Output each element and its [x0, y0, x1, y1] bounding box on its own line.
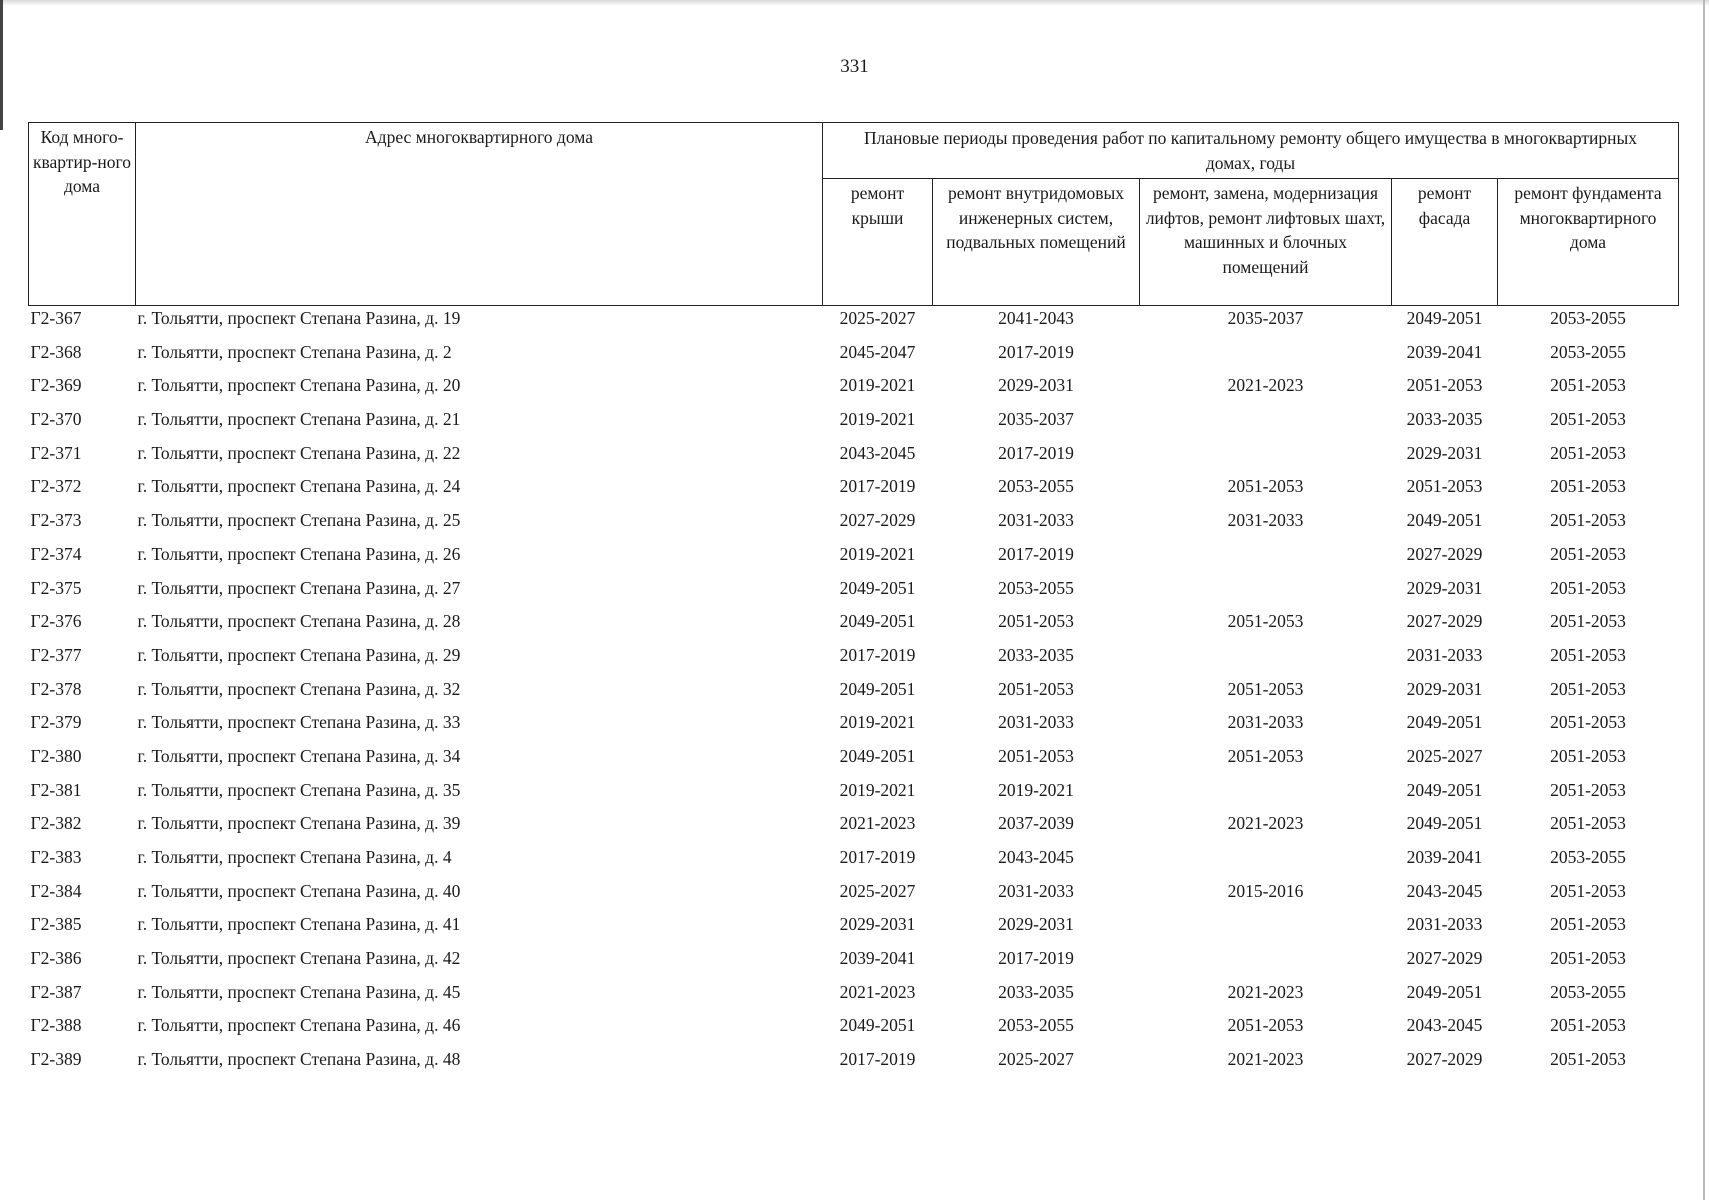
cell-foundation: 2053-2055 — [1550, 981, 1626, 1002]
cell-lifts — [1140, 845, 1392, 879]
cell-lifts: 2021-2023 — [1227, 813, 1304, 834]
cell-address: г. Тольятти, проспект Степана Разина, д. 34 — [137, 745, 461, 766]
cell-code: Г2-384 — [30, 880, 82, 901]
cell-code: Г2-387 — [30, 981, 82, 1002]
header-systems: ремонт внутридомовых инженерных систем, подвальных помещений — [933, 179, 1140, 306]
cell-systems: 2031-2033 — [998, 510, 1074, 531]
cell-address: г. Тольятти, проспект Степана Разина, д. 29 — [137, 644, 461, 665]
cell-address: г. Тольятти, проспект Степана Разина, д. 24 — [137, 476, 461, 497]
cell-systems: 2019-2021 — [998, 779, 1074, 800]
cell-facade: 2029-2031 — [1406, 678, 1483, 699]
cell-code: Г2-380 — [30, 745, 82, 766]
cell-roof: 2019-2021 — [839, 409, 916, 430]
cell-address: г. Тольятти, проспект Степана Разина, д. 28 — [137, 611, 461, 632]
cell-foundation: 2051-2053 — [1550, 611, 1626, 632]
cell-lifts: 2021-2023 — [1227, 981, 1304, 1002]
cell-roof: 2017-2019 — [839, 1049, 916, 1070]
table-row — [29, 643, 1679, 677]
cell-roof: 2043-2045 — [839, 442, 916, 463]
cell-facade: 2051-2053 — [1406, 476, 1483, 497]
cell-address: г. Тольятти, проспект Степана Разина, д. 41 — [137, 914, 461, 935]
cell-foundation: 2051-2053 — [1550, 712, 1626, 733]
cell-facade: 2027-2029 — [1406, 611, 1483, 632]
page-number: 331 — [840, 56, 869, 77]
cell-code: Г2-385 — [30, 914, 82, 935]
table-row — [29, 1047, 1679, 1081]
cell-facade: 2049-2051 — [1406, 510, 1483, 531]
cell-lifts: 2051-2053 — [1227, 678, 1304, 699]
cell-foundation: 2053-2055 — [1550, 847, 1626, 867]
cell-roof: 2045-2047 — [839, 341, 916, 362]
cell-facade: 2043-2045 — [1406, 1015, 1483, 1036]
cell-facade: 2039-2041 — [1406, 341, 1483, 362]
cell-roof: 2049-2051 — [839, 1015, 916, 1036]
cell-systems: 2017-2019 — [998, 341, 1074, 362]
cell-lifts: 2015-2016 — [1227, 880, 1304, 901]
cell-code: Г2-382 — [30, 813, 82, 834]
header-lifts: ремонт, замена, модернизация лифтов, ремонт лифтовых шахт, машинных и блочных помещений — [1140, 179, 1392, 306]
cell-lifts: 2051-2053 — [1227, 1015, 1304, 1036]
cell-roof: 2039-2041 — [839, 948, 916, 969]
cell-code: Г2-379 — [30, 712, 82, 733]
cell-systems: 2033-2035 — [998, 644, 1074, 665]
table-row — [29, 542, 1679, 576]
cell-foundation: 2051-2053 — [1550, 644, 1626, 665]
cell-foundation: 2051-2053 — [1550, 409, 1626, 430]
cell-roof: 2049-2051 — [839, 611, 916, 632]
cell-lifts: 2021-2023 — [1227, 1049, 1304, 1070]
scan-top-edge — [0, 0, 1709, 6]
cell-foundation: 2051-2053 — [1550, 577, 1626, 598]
header-row-1 — [29, 123, 1679, 179]
cell-roof: 2049-2051 — [839, 678, 916, 699]
cell-facade: 2029-2031 — [1406, 442, 1483, 463]
cell-foundation: 2051-2053 — [1550, 813, 1626, 834]
cell-facade: 2025-2027 — [1406, 745, 1483, 766]
cell-lifts — [1140, 778, 1392, 812]
cell-facade: 2049-2051 — [1406, 813, 1483, 834]
cell-systems: 2033-2035 — [998, 981, 1074, 1002]
cell-address: г. Тольятти, проспект Степана Разина, д. 20 — [137, 375, 461, 396]
cell-code: Г2-381 — [30, 779, 82, 800]
table-row — [29, 811, 1679, 845]
cell-systems: 2053-2055 — [998, 476, 1074, 497]
table-row — [29, 879, 1679, 913]
cell-facade: 2051-2053 — [1406, 375, 1483, 396]
cell-foundation: 2051-2053 — [1550, 948, 1626, 969]
table-row — [29, 845, 1679, 879]
cell-code: Г2-377 — [30, 644, 82, 665]
cell-foundation: 2051-2053 — [1550, 1015, 1626, 1036]
cell-address: г. Тольятти, проспект Степана Разина, д. 25 — [137, 510, 461, 531]
cell-foundation: 2051-2053 — [1550, 745, 1626, 766]
cell-roof: 2049-2051 — [839, 745, 916, 766]
cell-roof: 2017-2019 — [839, 644, 916, 665]
cell-systems: 2031-2033 — [998, 712, 1074, 733]
cell-address: г. Тольятти, проспект Степана Разина, д. 32 — [137, 678, 461, 699]
cell-lifts: 2035-2037 — [1227, 308, 1304, 328]
cell-address: г. Тольятти, проспект Степана Разина, д. 26 — [137, 543, 461, 564]
table-row — [29, 441, 1679, 475]
cell-facade: 2039-2041 — [1406, 847, 1483, 867]
header-planned-periods: Плановые периоды проведения работ по капитальному ремонту общего имущества в многоквартирных домах, годы — [823, 123, 1679, 179]
cell-address: г. Тольятти, проспект Степана Разина, д. 48 — [137, 1049, 461, 1070]
cell-address: г. Тольятти, проспект Степана Разина, д. 33 — [137, 712, 461, 733]
cell-code: Г2-389 — [30, 1049, 82, 1070]
header-roof: ремонт крыши — [823, 179, 933, 306]
cell-foundation: 2051-2053 — [1550, 1049, 1626, 1070]
cell-code: Г2-376 — [30, 611, 82, 632]
cell-address: г. Тольятти, проспект Степана Разина, д. 39 — [137, 813, 461, 834]
cell-code: Г2-374 — [30, 543, 82, 564]
table-row — [29, 912, 1679, 946]
scan-right-edge — [1703, 0, 1705, 1200]
header-address: Адрес многоквартирного дома — [136, 123, 823, 306]
cell-foundation: 2051-2053 — [1550, 442, 1626, 463]
cell-roof: 2019-2021 — [839, 543, 916, 564]
cell-address: г. Тольятти, проспект Степана Разина, д. 22 — [137, 442, 461, 463]
cell-lifts — [1140, 441, 1392, 475]
header-facade: ремонт фасада — [1392, 179, 1498, 306]
header-foundation: ремонт фундамента многоквартирного дома — [1498, 179, 1679, 306]
cell-lifts: 2051-2053 — [1227, 611, 1304, 632]
cell-foundation: 2051-2053 — [1550, 510, 1626, 531]
cell-foundation: 2053-2055 — [1550, 308, 1626, 328]
cell-systems: 2051-2053 — [998, 745, 1074, 766]
cell-lifts — [1140, 576, 1392, 610]
cell-lifts: 2051-2053 — [1227, 476, 1304, 497]
cell-code: Г2-378 — [30, 678, 82, 699]
cell-foundation: 2051-2053 — [1550, 375, 1626, 396]
table-row — [29, 609, 1679, 643]
cell-systems: 2051-2053 — [998, 611, 1074, 632]
table-row — [29, 744, 1679, 778]
cell-systems: 2051-2053 — [998, 678, 1074, 699]
cell-code: Г2-388 — [30, 1015, 82, 1036]
cell-foundation: 2051-2053 — [1550, 543, 1626, 564]
cell-systems: 2041-2043 — [998, 308, 1074, 328]
cell-systems: 2029-2031 — [998, 375, 1074, 396]
table-row — [29, 340, 1679, 374]
cell-foundation: 2051-2053 — [1550, 476, 1626, 497]
cell-lifts: 2031-2033 — [1227, 510, 1304, 531]
cell-systems: 2043-2045 — [998, 847, 1074, 867]
table-row — [29, 1013, 1679, 1047]
cell-facade: 2027-2029 — [1406, 948, 1483, 969]
cell-roof: 2017-2019 — [839, 476, 916, 497]
cell-roof: 2029-2031 — [839, 914, 916, 935]
cell-lifts — [1140, 643, 1392, 677]
cell-systems: 2053-2055 — [998, 577, 1074, 598]
cell-address: г. Тольятти, проспект Степана Разина, д. 35 — [137, 779, 461, 800]
cell-address: г. Тольятти, проспект Степана Разина, д. 45 — [137, 981, 461, 1002]
table-row — [29, 778, 1679, 812]
cell-code: Г2-369 — [30, 375, 82, 396]
cell-code: Г2-375 — [30, 577, 82, 598]
cell-facade: 2043-2045 — [1406, 880, 1483, 901]
cell-facade: 2033-2035 — [1406, 409, 1483, 430]
cell-lifts — [1140, 340, 1392, 374]
cell-code: Г2-371 — [30, 442, 82, 463]
cell-code: Г2-370 — [30, 409, 82, 430]
table-row — [29, 407, 1679, 441]
cell-systems: 2029-2031 — [998, 914, 1074, 935]
cell-foundation: 2051-2053 — [1550, 880, 1626, 901]
cell-roof: 2049-2051 — [839, 577, 916, 598]
cell-roof: 2025-2027 — [839, 308, 916, 328]
table-row — [29, 306, 1679, 340]
cell-lifts — [1140, 912, 1392, 946]
cell-systems: 2035-2037 — [998, 409, 1074, 430]
cell-code: Г2-373 — [30, 510, 82, 531]
cell-roof: 2027-2029 — [839, 510, 916, 531]
cell-code: Г2-372 — [30, 476, 82, 497]
cell-lifts — [1140, 946, 1392, 980]
cell-roof: 2019-2021 — [839, 779, 916, 800]
table-row — [29, 946, 1679, 980]
cell-address: г. Тольятти, проспект Степана Разина, д. 42 — [137, 948, 461, 969]
cell-roof: 2021-2023 — [839, 981, 916, 1002]
cell-roof: 2025-2027 — [839, 880, 916, 901]
cell-facade: 2049-2051 — [1406, 981, 1483, 1002]
cell-address: г. Тольятти, проспект Степана Разина, д. 2 — [137, 341, 452, 362]
table-header — [29, 123, 1679, 306]
cell-lifts: 2021-2023 — [1227, 375, 1304, 396]
cell-systems: 2017-2019 — [998, 543, 1074, 564]
cell-foundation: 2051-2053 — [1550, 779, 1626, 800]
capital-repair-plan-table — [28, 122, 1679, 1081]
cell-roof: 2021-2023 — [839, 813, 916, 834]
cell-roof: 2019-2021 — [839, 375, 916, 396]
table-row — [29, 474, 1679, 508]
cell-foundation: 2053-2055 — [1550, 341, 1626, 362]
cell-systems: 2017-2019 — [998, 442, 1074, 463]
table-row — [29, 980, 1679, 1014]
cell-code: Г2-367 — [30, 308, 82, 328]
cell-address: г. Тольятти, проспект Степана Разина, д. 46 — [137, 1015, 461, 1036]
cell-roof: 2017-2019 — [839, 847, 916, 867]
cell-address: г. Тольятти, проспект Степана Разина, д. 4 — [137, 847, 452, 867]
header-code: Код много-квартир-ного дома — [29, 123, 136, 306]
cell-systems: 2025-2027 — [998, 1049, 1074, 1070]
cell-address: г. Тольятти, проспект Степана Разина, д. 19 — [137, 308, 461, 328]
cell-systems: 2017-2019 — [998, 948, 1074, 969]
table-body — [29, 306, 1679, 1081]
cell-lifts — [1140, 407, 1392, 441]
cell-facade: 2049-2051 — [1406, 308, 1483, 328]
cell-facade: 2027-2029 — [1406, 543, 1483, 564]
cell-lifts — [1140, 542, 1392, 576]
cell-facade: 2049-2051 — [1406, 779, 1483, 800]
cell-code: Г2-368 — [30, 341, 82, 362]
cell-facade: 2027-2029 — [1406, 1049, 1483, 1070]
cell-address: г. Тольятти, проспект Степана Разина, д. 21 — [137, 409, 461, 430]
table-row — [29, 373, 1679, 407]
cell-systems: 2053-2055 — [998, 1015, 1074, 1036]
cell-facade: 2031-2033 — [1406, 644, 1483, 665]
cell-lifts: 2051-2053 — [1227, 745, 1304, 766]
table-row — [29, 677, 1679, 711]
table-row — [29, 576, 1679, 610]
cell-systems: 2037-2039 — [998, 813, 1074, 834]
table-row — [29, 508, 1679, 542]
cell-foundation: 2051-2053 — [1550, 678, 1626, 699]
cell-facade: 2029-2031 — [1406, 577, 1483, 598]
cell-facade: 2031-2033 — [1406, 914, 1483, 935]
cell-address: г. Тольятти, проспект Степана Разина, д. 27 — [137, 577, 461, 598]
cell-code: Г2-386 — [30, 948, 82, 969]
cell-code: Г2-383 — [30, 847, 82, 867]
cell-roof: 2019-2021 — [839, 712, 916, 733]
cell-foundation: 2051-2053 — [1550, 914, 1626, 935]
cell-systems: 2031-2033 — [998, 880, 1074, 901]
cell-address: г. Тольятти, проспект Степана Разина, д. 40 — [137, 880, 461, 901]
table-row — [29, 710, 1679, 744]
cell-facade: 2049-2051 — [1406, 712, 1483, 733]
cell-lifts: 2031-2033 — [1227, 712, 1304, 733]
